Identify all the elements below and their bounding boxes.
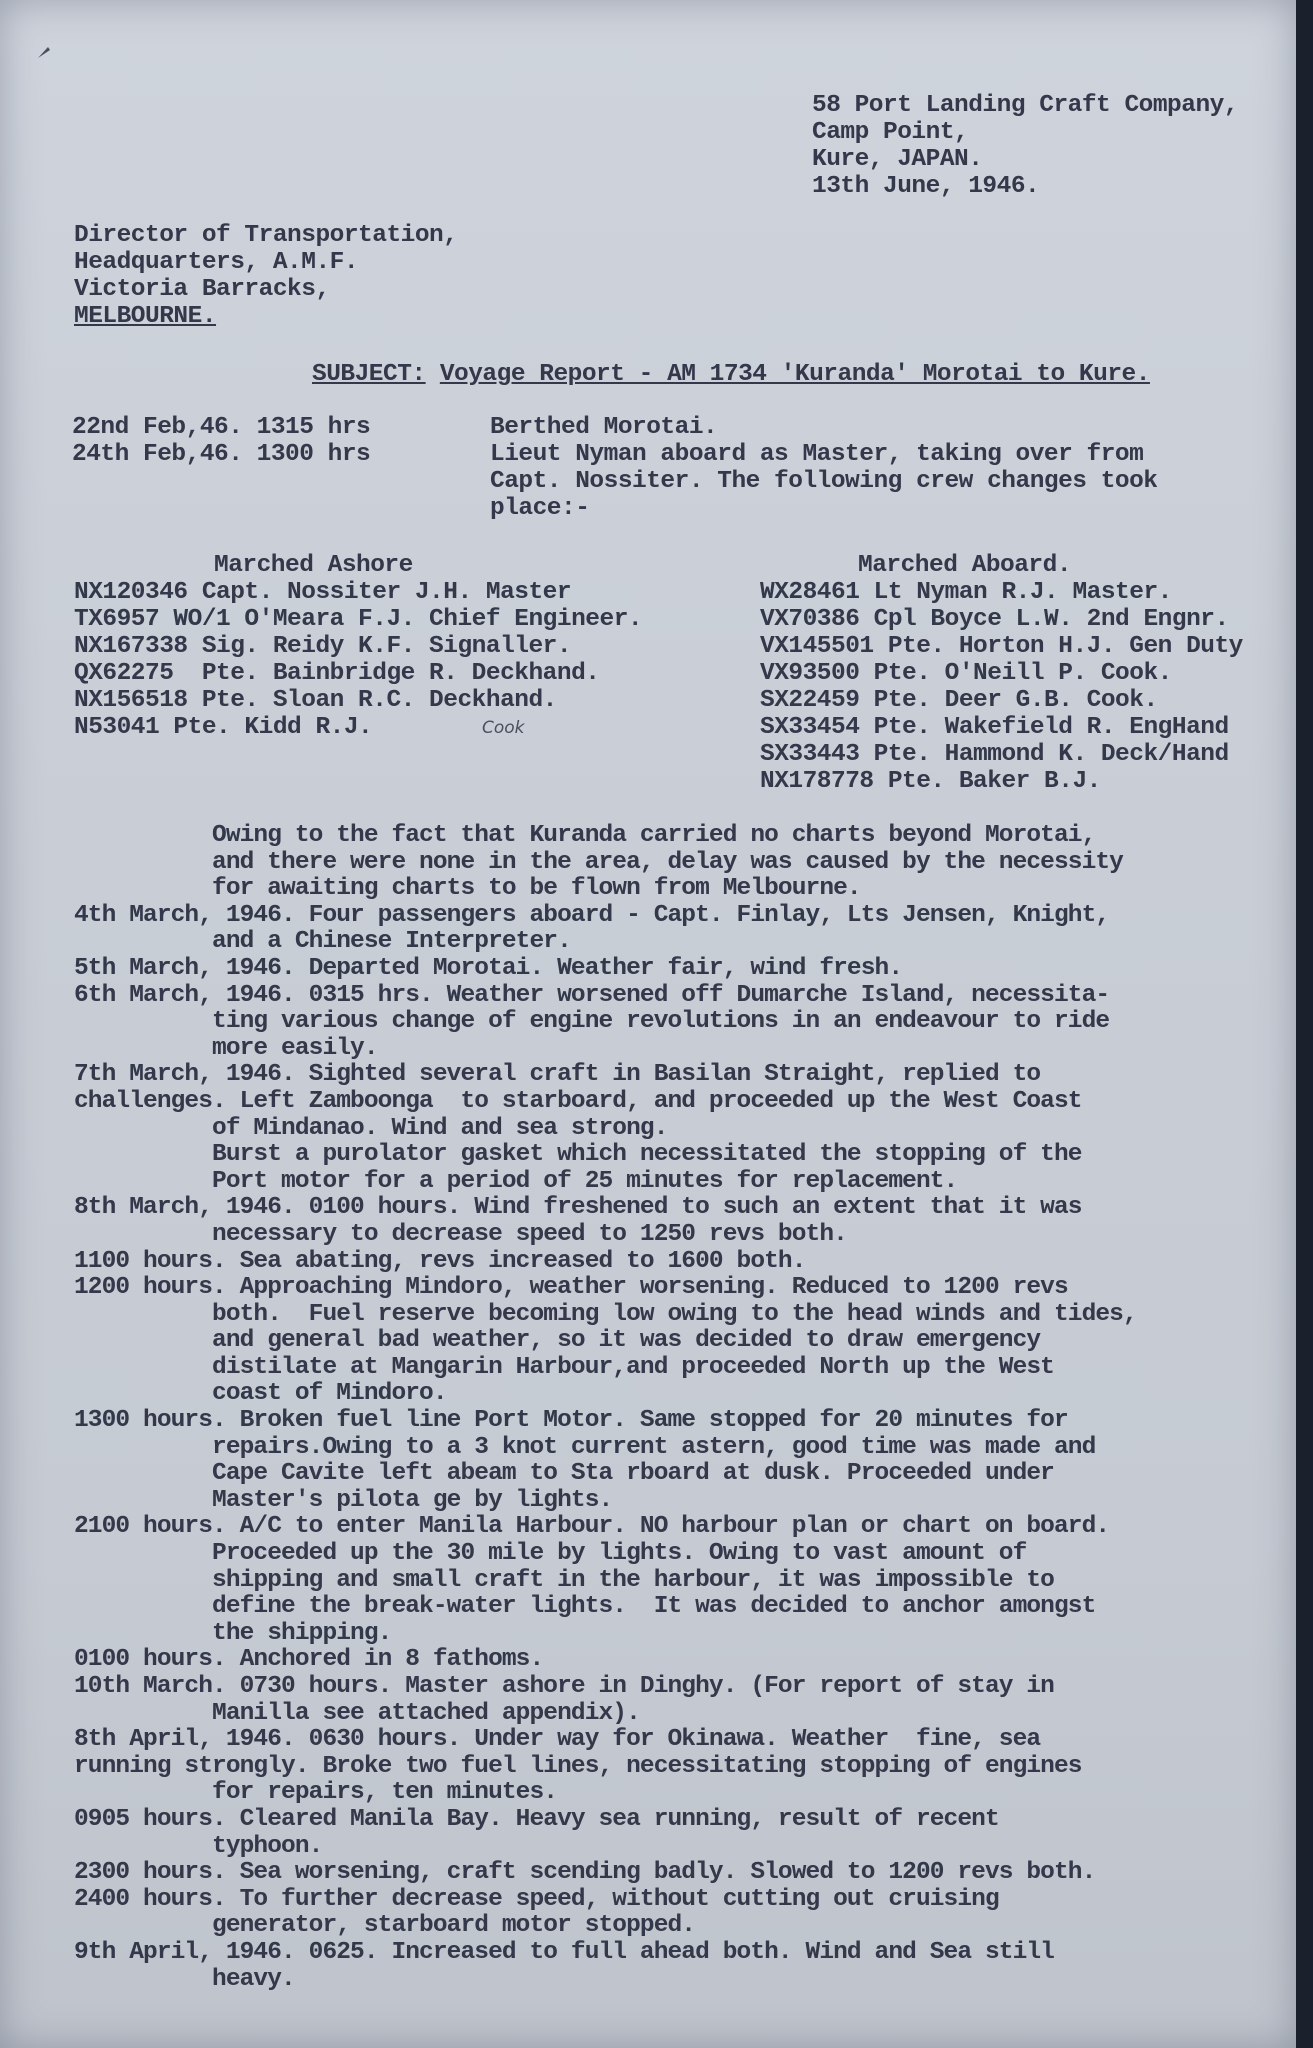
- marched-aboard-heading: Marched Aboard.: [858, 552, 1072, 579]
- log-line: 1300 hours. Broken fuel line Port Motor. Same stopped for 20 minutes for: [74, 1407, 1068, 1435]
- log-line: Master's pilota ge by lights.: [74, 1486, 613, 1514]
- log-line: Burst a purolator gasket which necessitated the stopping of the: [74, 1141, 1082, 1169]
- crew-aboard-entry: NX178778 Pte. Baker B.J.: [760, 768, 1101, 795]
- marched-aboard-list: [760, 579, 1243, 795]
- log-line: the shipping.: [74, 1619, 392, 1647]
- sender-camp: Camp Point,: [812, 119, 969, 146]
- log-line: 1200 hours. Approaching Mindoro, weather worsening. Reduced to 1200 revs: [74, 1274, 1068, 1302]
- log-line: ting various change of engine revolutions in an endeavour to ride: [74, 1008, 1110, 1036]
- log-line: both. Fuel reserve becoming low owing to the head winds and tides,: [74, 1300, 1137, 1328]
- crew-ashore-entry: QX62275 Pte. Bainbridge R. Deckhand.: [74, 660, 600, 687]
- recipient-address: [74, 222, 457, 330]
- log-line: 2400 hours. To further decrease speed, without cutting out cruising: [74, 1885, 999, 1913]
- opening-date-1: 22nd Feb,46. 1315 hrs: [72, 414, 371, 441]
- subject-label: SUBJECT:: [312, 361, 426, 388]
- recipient-city: MELBOURNE.: [74, 303, 217, 330]
- log-line: generator, starboard motor stopped.: [74, 1912, 696, 1940]
- log-line: 0100 hours. Anchored in 8 fathoms.: [74, 1646, 544, 1674]
- log-line: shipping and small craft in the harbour, it was impossible to: [74, 1566, 1054, 1594]
- crew-aboard-entry: VX70386 Cpl Boyce L.W. 2nd Engnr.: [760, 606, 1229, 633]
- subject-line: [312, 361, 1150, 388]
- log-line: distilate at Mangarin Harbour,and proceeded North up the West: [74, 1353, 1054, 1381]
- crew-aboard-entry: WX28461 Lt Nyman R.J. Master.: [760, 579, 1172, 606]
- log-line: Cape Cavite left abeam to Sta rboard at dusk. Proceeded under: [74, 1460, 1054, 1488]
- recipient-barracks: Victoria Barracks,: [74, 276, 330, 303]
- crew-aboard-entry: SX22459 Pte. Deer G.B. Cook.: [760, 687, 1158, 714]
- log-line: 6th March, 1946. 0315 hrs. Weather worsened off Dumarche Island, necessita-: [74, 981, 1110, 1009]
- page-edge-shadow: [1296, 0, 1313, 2048]
- marched-ashore-heading: Marched Ashore: [214, 552, 413, 579]
- log-line: typhoon.: [74, 1832, 323, 1860]
- subject-text: Voyage Report - AM 1734 'Kuranda' Morotai to Kure.: [439, 361, 1150, 388]
- log-line: 0905 hours. Cleared Manila Bay. Heavy sea running, result of recent: [74, 1805, 999, 1833]
- sender-city: Kure, JAPAN.: [812, 146, 983, 173]
- log-line: 9th April, 1946. 0625. Increased to full ahead both. Wind and Sea still: [74, 1938, 1054, 1966]
- log-line: 2100 hours. A/C to enter Manila Harbour. NO harbour plan or chart on board.: [74, 1513, 1110, 1541]
- log-line: repairs.Owing to a 3 knot current astern, good time was made and: [74, 1433, 1096, 1461]
- opening-line: Capt. Nossiter. The following crew changes took: [490, 468, 1158, 495]
- crew-ashore-entry: NX167338 Sig. Reidy K.F. Signaller.: [74, 633, 572, 660]
- log-line: 5th March, 1946. Departed Morotai. Weather fair, wind fresh.: [74, 954, 903, 982]
- log-line: define the break-water lights. It was decided to anchor amongst: [74, 1593, 1096, 1621]
- log-line: Manilla see attached appendix).: [74, 1699, 640, 1727]
- log-line: Owing to the fact that Kuranda carried no charts beyond Morotai,: [74, 822, 1096, 849]
- log-line: challenges. Left Zamboonga to starboard, and proceeded up the West Coast: [74, 1087, 1082, 1115]
- crew-aboard-entry: SX33443 Pte. Hammond K. Deck/Hand: [760, 741, 1229, 768]
- crew-ashore-entry: TX6957 WO/1 O'Meara F.J. Chief Engineer.: [74, 606, 643, 633]
- voyage-log: [74, 823, 1137, 1993]
- letter-date: 13th June, 1946.: [812, 173, 1040, 200]
- marched-ashore-list: [74, 579, 642, 741]
- log-line: 7th March, 1946. Sighted several craft in Basilan Straight, replied to: [74, 1061, 1041, 1089]
- sender-unit: 58 Port Landing Craft Company,: [812, 92, 1239, 119]
- crew-ashore-entry: NX156518 Pte. Sloan R.C. Deckhand.: [74, 687, 557, 714]
- pin-mark-icon: [36, 44, 52, 60]
- crew-ashore-entry: N53041 Pte. Kidd R.J.: [74, 714, 373, 741]
- log-line: and a Chinese Interpreter.: [74, 928, 571, 956]
- log-line: and there were none in the area, delay was caused by the necessity: [74, 848, 1123, 876]
- recipient-title: Director of Transportation,: [74, 222, 458, 249]
- crew-aboard-entry: VX93500 Pte. O'Neill P. Cook.: [760, 660, 1172, 687]
- log-line: 1100 hours. Sea abating, revs increased to 1600 both.: [74, 1247, 806, 1275]
- log-line: more easily.: [74, 1034, 378, 1062]
- recipient-hq: Headquarters, A.M.F.: [74, 249, 359, 276]
- log-line: 8th March, 1946. 0100 hours. Wind freshened to such an extent that it was: [74, 1194, 1082, 1222]
- log-line: heavy.: [74, 1965, 295, 1993]
- crew-aboard-entry: VX145501 Pte. Horton H.J. Gen Duty: [760, 633, 1243, 660]
- log-line: 8th April, 1946. 0630 hours. Under way for Okinawa. Weather fine, sea: [74, 1726, 1041, 1754]
- opening-line: place:-: [490, 495, 590, 522]
- log-line: coast of Mindoro.: [74, 1380, 447, 1408]
- opening-line: Berthed Morotai.: [490, 414, 718, 441]
- log-line: Port motor for a period of 25 minutes for replacement.: [74, 1167, 958, 1195]
- log-line: 4th March, 1946. Four passengers aboard - Capt. Finlay, Lts Jensen, Knight,: [74, 901, 1110, 929]
- crew-ashore-entry: NX120346 Capt. Nossiter J.H. Master: [74, 579, 572, 606]
- log-line: necessary to decrease speed to 1250 revs both.: [74, 1220, 847, 1248]
- sender-address: [812, 92, 1238, 200]
- log-line: Proceeded up the 30 mile by lights. Owing to vast amount of: [74, 1540, 1027, 1568]
- log-line: for awaiting charts to be flown from Melbourne.: [74, 875, 861, 903]
- handwritten-cook-note: Cook: [482, 718, 525, 738]
- log-line: 10th March. 0730 hours. Master ashore in Dinghy. (For report of stay in: [74, 1673, 1054, 1700]
- log-line: 2300 hours. Sea worsening, craft scending badly. Slowed to 1200 revs both.: [74, 1859, 1096, 1887]
- log-line: for repairs, ten minutes.: [74, 1779, 558, 1807]
- opening-line: Lieut Nyman aboard as Master, taking over from: [490, 441, 1144, 468]
- log-line: and general bad weather, so it was decided to draw emergency: [74, 1327, 1041, 1355]
- log-line: of Mindanao. Wind and sea strong.: [74, 1114, 668, 1142]
- opening-dates: [72, 414, 370, 468]
- opening-date-2: 24th Feb,46. 1300 hrs: [72, 441, 371, 468]
- log-line: running strongly. Broke two fuel lines, necessitating stopping of engines: [74, 1752, 1082, 1780]
- opening-text: [490, 414, 1158, 522]
- crew-aboard-entry: SX33454 Pte. Wakefield R. EngHand: [760, 714, 1229, 741]
